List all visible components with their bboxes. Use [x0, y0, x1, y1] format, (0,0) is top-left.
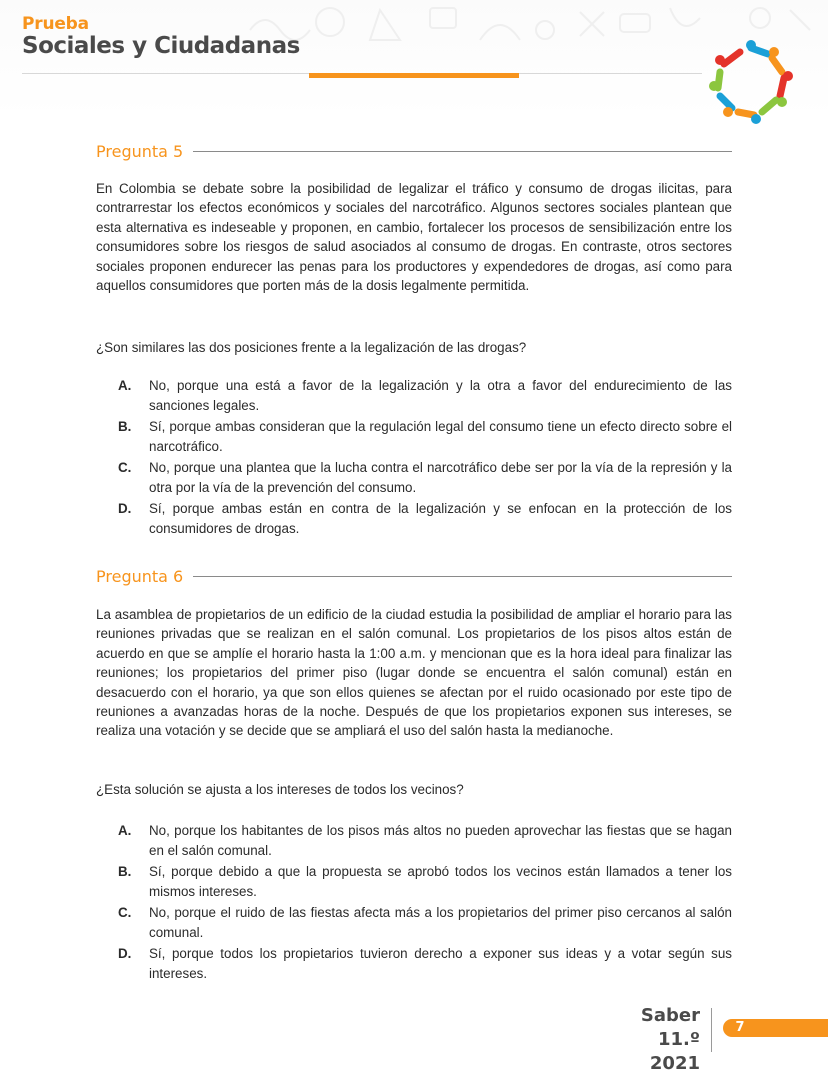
footer-brand [600, 1004, 700, 1076]
option-letter: B. [118, 419, 132, 434]
exam-year: 2021 [649, 1053, 700, 1074]
option-text: Sí, porque ambas están en contra de la legalización y se enfocan en la protección de los consumidores de drogas. [149, 501, 732, 536]
people-circle-logo-icon [706, 38, 796, 124]
option-text: No, porque el ruido de las fiestas afecta más a los propietarios del primer piso cercanos al salón comunal. [149, 905, 732, 940]
test-label: Prueba [22, 14, 89, 34]
question-5-options [118, 376, 732, 540]
option-letter: D. [118, 946, 132, 961]
option-letter: D. [118, 501, 132, 516]
option-letter: A. [118, 378, 132, 393]
option-c [118, 903, 732, 942]
page-number: 7 [735, 1020, 745, 1035]
option-text: Sí, porque todos los propietarios tuvieron derecho a exponer sus ideas y a votar según sus intereses. [149, 946, 732, 981]
option-text: Sí, porque debido a que la propuesta se aprobó todos los vecinos están llamados a tener los mismos intereses. [149, 864, 732, 899]
exam-name: Saber 11.º [640, 1005, 700, 1050]
question-6-prompt: ¿Esta solución se ajusta a los intereses de todos los vecinos? [96, 782, 464, 797]
option-d [118, 499, 732, 538]
question-6-options [118, 821, 732, 985]
heading-rule [193, 151, 732, 152]
header-background-doodles [0, 0, 828, 118]
option-letter: C. [118, 905, 132, 920]
heading-rule [193, 576, 732, 577]
header-accent-bar [309, 73, 519, 78]
option-d [118, 944, 732, 983]
option-letter: B. [118, 864, 132, 879]
question-5-stem: En Colombia se debate sobre la posibilidad de legalizar el tráfico y consumo de drogas ilicitas, para contrarrestar los efectos económicos y sociales del narcotráfico. Algunos sectores sociales plantean que esta alternativa es indeseable y proponen, en cambio, fortalecer los procesos de sensibilización entre los consumidores sobre los riesgos de salud asociados al consumo de drogas. En contraste, otros sectores sociales proponen endurecer las penas para los productores y expendedores de drogas, así como para aquellos consumidores que porten más de la dosis legalmente permitida. [96, 181, 732, 294]
question-5-title: Pregunta 5 [96, 141, 184, 161]
question-6-title: Pregunta 6 [96, 566, 184, 586]
option-a [118, 376, 732, 415]
option-b [118, 417, 732, 456]
option-text: No, porque una plantea que la lucha contra el narcotráfico debe ser por la vía de la represión y la otra por la vía de la prevención del consumo. [149, 460, 732, 495]
option-text: No, porque los habitantes de los pisos más altos no pueden aprovechar las fiestas que se hagan en el salón comunal. [149, 823, 732, 858]
option-text: No, porque una está a favor de la legalización y la otra a favor del endurecimiento de las sanciones legales. [149, 378, 732, 413]
doodle-pattern [0, 0, 828, 118]
question-6-stem: La asamblea de propietarios de un edificio de la ciudad estudia la posibilidad de ampliar el horario para las reuniones privadas que se realizan en el salón comunal. Los propietarios de los pisos altos están de acuerdo en que se amplíe el horario hasta la 1:00 a.m. y mencionan que es la hora ideal para finalizar las reuniones; los propietarios del primer piso (lugar donde se encuentra el salón comunal) están en desacuerdo con el horario, ya que son ellos quienes se afectan por el ruido ocasionado por este tipo de reuniones a avanzadas horas de la noche. Después de que los propietarios exponen sus intereses, se realiza una votación y se decide que se ampliará el uso del salón hasta la medianoche. [96, 607, 732, 739]
option-a [118, 821, 732, 860]
option-b [118, 862, 732, 901]
option-text: Sí, porque ambas consideran que la regulación legal del consumo tiene un efecto directo sobre el narcotráfico. [149, 419, 732, 454]
option-c [118, 458, 732, 497]
option-letter: A. [118, 823, 132, 838]
question-6-heading [96, 563, 732, 589]
question-5-prompt: ¿Son similares las dos posiciones frente a la legalización de las drogas? [96, 340, 527, 355]
test-title: Sociales y Ciudadanas [22, 33, 300, 59]
footer-divider [711, 1008, 712, 1052]
question-5-heading [96, 138, 732, 164]
page-number-tab [723, 1019, 828, 1037]
option-letter: C. [118, 460, 132, 475]
